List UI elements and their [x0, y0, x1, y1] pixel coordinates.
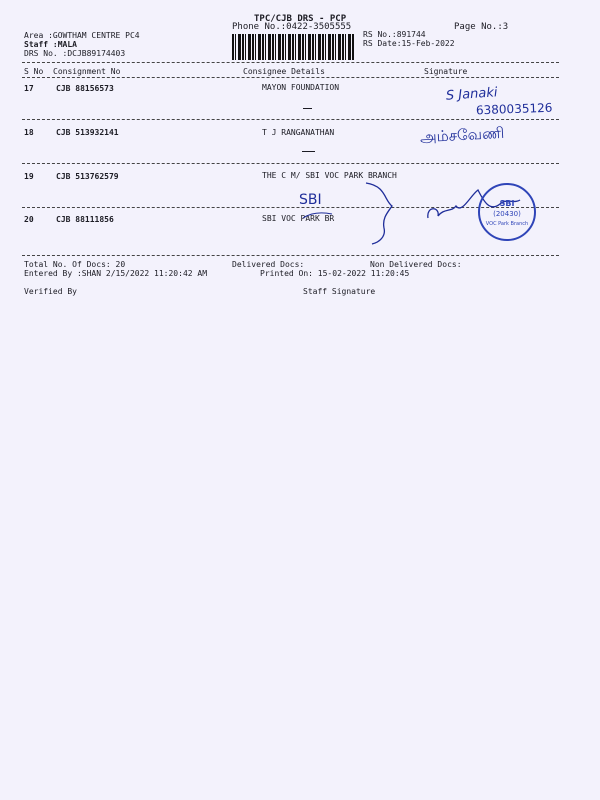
rs-number: RS No.:891744: [363, 30, 426, 39]
stamp-bank: SBI: [499, 199, 515, 208]
row-sno: 19: [24, 172, 34, 181]
row-consignment: CJB 513762579: [56, 172, 119, 181]
row-sno: 17: [24, 84, 34, 93]
row-consignee: THE C M/ SBI VOC PARK BRANCH: [262, 171, 397, 180]
page-number: Page No.:3: [454, 22, 509, 32]
area-label: Area :GOWTHAM CENTRE PC4: [24, 31, 140, 40]
row-sno: 18: [24, 128, 34, 137]
signature-sbi: SBI: [299, 192, 322, 208]
row-consignment: CJB 88156573: [56, 84, 114, 93]
divider: [22, 255, 559, 256]
signature-17-name: S Janaki: [445, 85, 498, 104]
entered-by: Entered By :SHAN 2/15/2022 11:20:42 AM: [24, 269, 208, 278]
row-consignment: CJB 88111856: [56, 215, 114, 224]
staff-signature: Staff Signature: [303, 287, 376, 296]
drs-number: DRS No. :DCJB89174403: [24, 49, 126, 58]
underline-stroke: [303, 213, 332, 218]
row-consignee: SBI VOC PARK BR: [262, 214, 335, 223]
staff-label: Staff :MALA: [24, 40, 77, 49]
row-consignee: MAYON FOUNDATION: [262, 83, 340, 92]
col-consignment: Consignment No: [53, 67, 121, 76]
bank-stamp: [478, 183, 536, 241]
delivered-docs: Delivered Docs:: [232, 260, 305, 269]
row-sno: 20: [24, 215, 34, 224]
printed-on: Printed On: 15-02-2022 11:20:45: [260, 269, 410, 278]
row-consignment: CJB 513932141: [56, 128, 119, 137]
total-docs: Total No. Of Docs: 20: [24, 260, 126, 269]
signature-17-phone: 6380035126: [475, 100, 553, 118]
stamp-code: (20430): [493, 210, 521, 218]
col-sno: S No: [24, 67, 44, 76]
non-delivered-docs: Non Delivered Docs:: [370, 260, 462, 269]
phone-number: Phone No.:0422-3505555: [232, 22, 352, 32]
signature-18: அம்சவேணி: [419, 123, 505, 147]
document-title: TPC/CJB DRS - PCP: [254, 14, 347, 24]
rs-date: RS Date:15-Feb-2022: [363, 39, 455, 48]
col-signature: Signature: [424, 67, 468, 76]
verified-by: Verified By: [24, 287, 77, 296]
col-consignee: Consignee Details: [243, 67, 325, 76]
row-consignee: T J RANGANATHAN: [262, 128, 335, 137]
brace-stroke: [366, 183, 392, 244]
stamp-branch: VOC Park Branch: [485, 221, 529, 227]
